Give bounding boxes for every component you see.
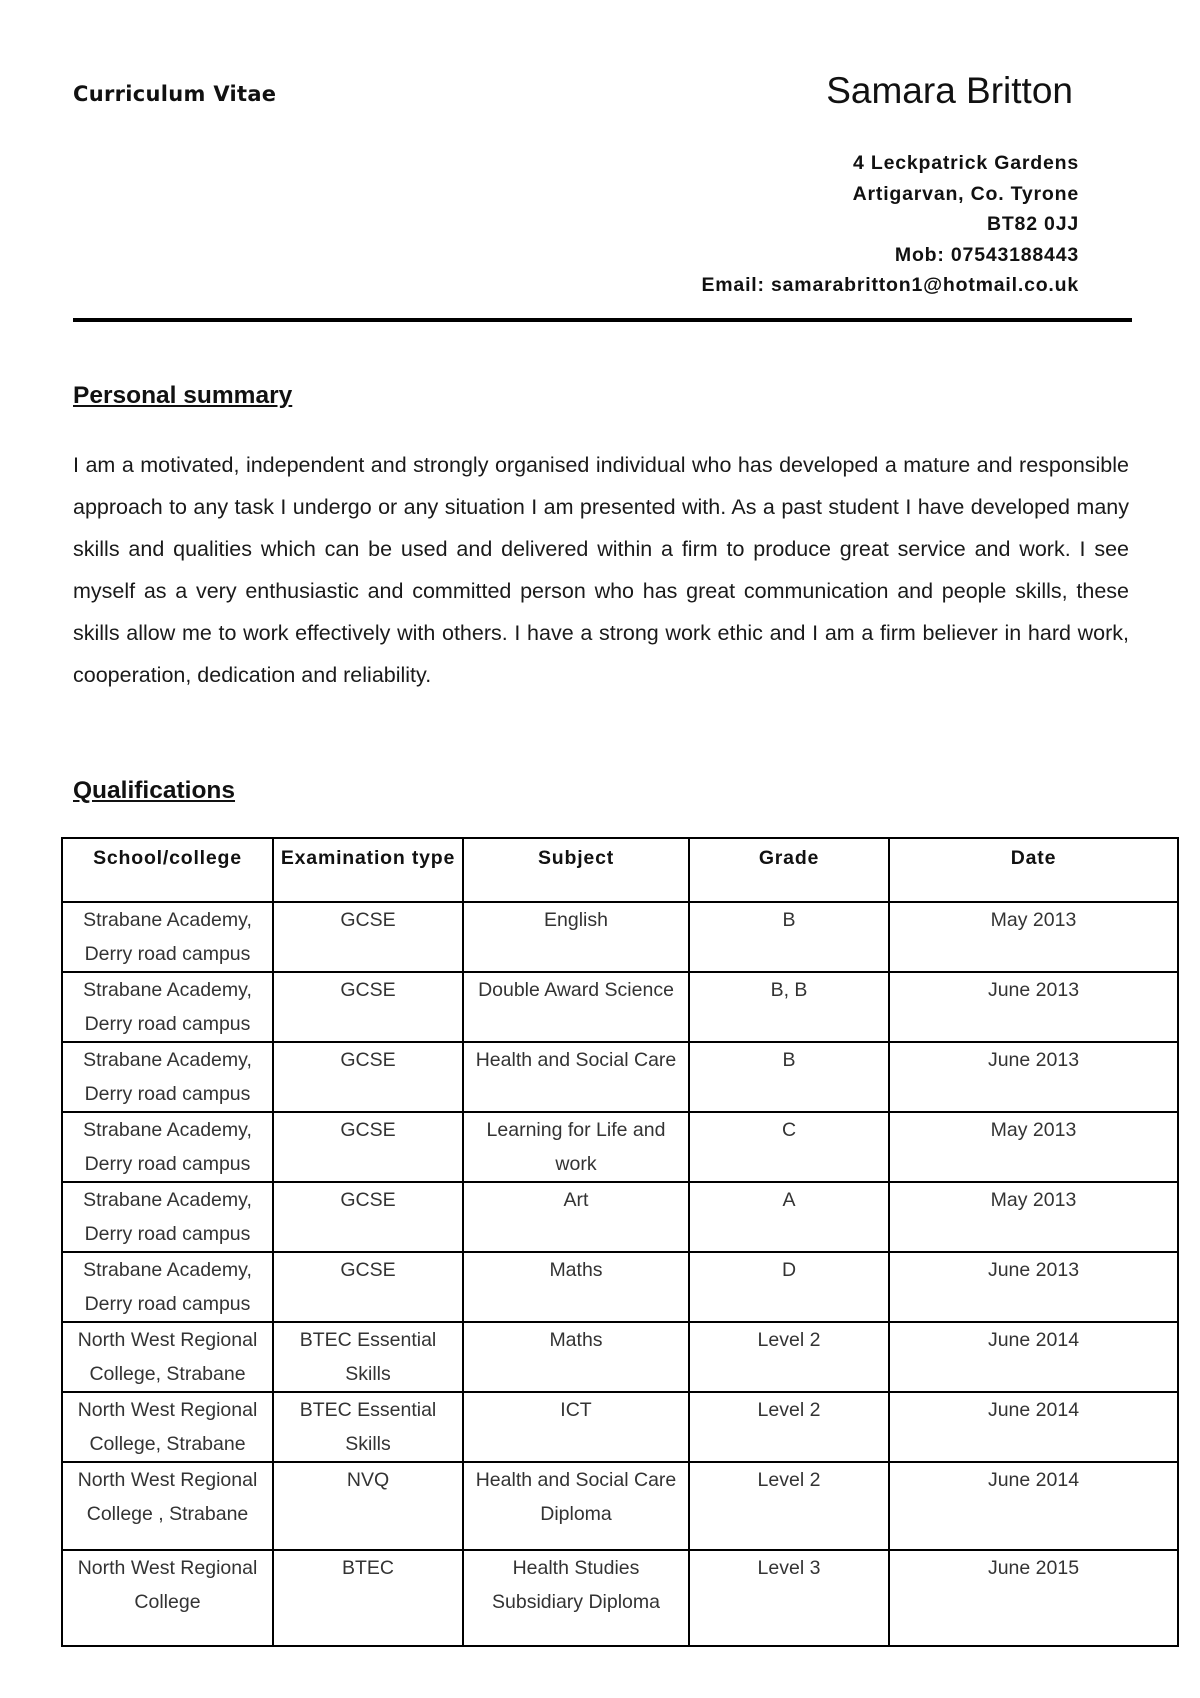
cell-school: North West Regional College, Strabane (62, 1322, 273, 1392)
cell-subject: Maths (463, 1322, 689, 1392)
cell-subject: Double Award Science (463, 972, 689, 1042)
qualifications-heading: Qualifications (73, 777, 236, 804)
cell-grade: Level 3 (689, 1550, 889, 1646)
table-row (62, 1042, 1178, 1112)
cell-exam-type: GCSE (273, 1112, 463, 1182)
cell-school: Strabane Academy, Derry road campus (62, 972, 273, 1042)
cell-subject: Health and Social Care (463, 1042, 689, 1112)
table-row (62, 1392, 1178, 1462)
column-header-school: School/college (62, 838, 273, 902)
mobile-number: Mob: 07543188443 (894, 243, 1079, 266)
cell-subject: English (463, 902, 689, 972)
cell-date: June 2013 (889, 972, 1178, 1042)
cell-subject: Health and Social Care Diploma (463, 1462, 689, 1550)
column-header-exam-type: Examination type (273, 838, 463, 902)
header-divider (73, 318, 1132, 322)
cell-date: May 2013 (889, 1112, 1178, 1182)
table-row (62, 972, 1178, 1042)
cell-school: Strabane Academy, Derry road campus (62, 1252, 273, 1322)
cell-subject: Art (463, 1182, 689, 1252)
table-row (62, 1550, 1178, 1646)
cell-school: North West Regional College (62, 1550, 273, 1646)
cell-grade: Level 2 (689, 1392, 889, 1462)
cell-exam-type: GCSE (273, 1252, 463, 1322)
cell-date: May 2013 (889, 1182, 1178, 1252)
document-label: Curriculum Vitae (73, 82, 277, 106)
cell-school: Strabane Academy, Derry road campus (62, 1112, 273, 1182)
cell-grade: C (689, 1112, 889, 1182)
cell-school: North West Regional College , Strabane (62, 1462, 273, 1550)
email-address: Email: samarabritton1@hotmail.co.uk (701, 274, 1079, 296)
cell-grade: Level 2 (689, 1322, 889, 1392)
cell-exam-type: BTEC Essential Skills (273, 1322, 463, 1392)
table-row (62, 1182, 1178, 1252)
cell-date: May 2013 (889, 902, 1178, 972)
personal-summary-heading: Personal summary (73, 382, 293, 409)
table-row (62, 902, 1178, 972)
cell-exam-type: GCSE (273, 972, 463, 1042)
cell-exam-type: GCSE (273, 1042, 463, 1112)
table-header-row (62, 838, 1178, 902)
cell-grade: B, B (689, 972, 889, 1042)
cell-exam-type: BTEC Essential Skills (273, 1392, 463, 1462)
cell-date: June 2014 (889, 1392, 1178, 1462)
table-row (62, 1112, 1178, 1182)
table-row (62, 1252, 1178, 1322)
cell-school: Strabane Academy, Derry road campus (62, 1042, 273, 1112)
cell-exam-type: NVQ (273, 1462, 463, 1550)
column-header-grade: Grade (689, 838, 889, 902)
cell-date: June 2014 (889, 1462, 1178, 1550)
cell-subject: ICT (463, 1392, 689, 1462)
address-line-1: 4 Leckpatrick Gardens (853, 152, 1079, 174)
cell-exam-type: GCSE (273, 1182, 463, 1252)
table-row (62, 1322, 1178, 1392)
cell-date: June 2013 (889, 1042, 1178, 1112)
cell-exam-type: BTEC (273, 1550, 463, 1646)
address-line-2: Artigarvan, Co. Tyrone (852, 182, 1079, 205)
cell-date: June 2013 (889, 1252, 1178, 1322)
cell-grade: B (689, 1042, 889, 1112)
column-header-subject: Subject (463, 838, 689, 902)
cell-grade: A (689, 1182, 889, 1252)
table-row (62, 1462, 1178, 1550)
cell-subject: Maths (463, 1252, 689, 1322)
qualifications-table (61, 837, 1179, 1647)
cell-school: Strabane Academy, Derry road campus (62, 1182, 273, 1252)
cell-school: North West Regional College, Strabane (62, 1392, 273, 1462)
cell-exam-type: GCSE (273, 902, 463, 972)
column-header-date: Date (889, 838, 1178, 902)
contact-block (701, 148, 1079, 301)
cell-subject: Health Studies Subsidiary Diploma (463, 1550, 689, 1646)
cell-grade: B (689, 902, 889, 972)
postcode: BT82 0JJ (986, 213, 1079, 235)
cell-grade: Level 2 (689, 1462, 889, 1550)
cell-subject: Learning for Life and work (463, 1112, 689, 1182)
cell-grade: D (689, 1252, 889, 1322)
cell-date: June 2014 (889, 1322, 1178, 1392)
personal-summary-text: I am a motivated, independent and strongly organised individual who has developed a mature and responsible approach to any task I undergo or any situation I am presented with. As a past student I have developed many skills and qualities which can be used and delivered within a firm to produce great service and work. I see myself as a very enthusiastic and committed person who has great communication and people skills, these skills allow me to work effectively with others. I have a strong work ethic and I am a firm believer in hard work, cooperation, dedication and reliability. (73, 453, 1129, 687)
cell-date: June 2015 (889, 1550, 1178, 1646)
cell-school: Strabane Academy, Derry road campus (62, 902, 273, 972)
candidate-name: Samara Britton (826, 70, 1073, 111)
